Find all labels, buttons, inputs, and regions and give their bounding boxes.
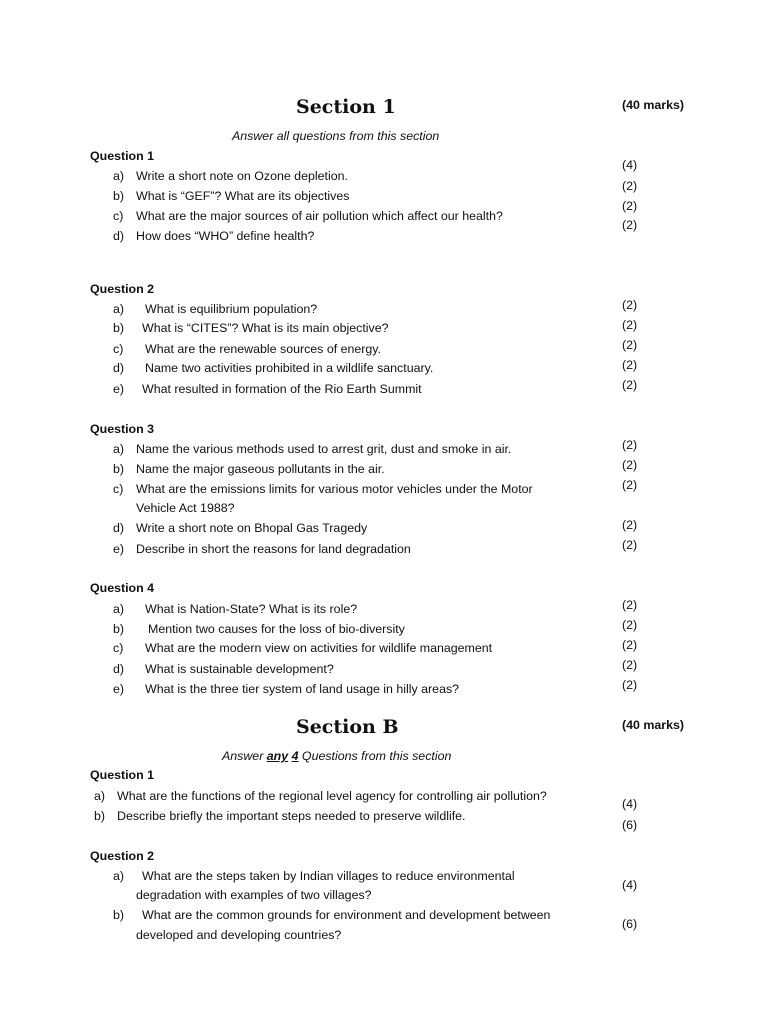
s1-question-1-heading: Question 1 [90,149,155,163]
item-label: a) [113,302,125,316]
sb-question-2-heading: Question 2 [90,849,155,863]
item-text: Name the major gaseous pollutants in the air. [136,462,385,476]
item-mark: (2) [622,378,638,392]
item-label: a) [113,169,125,183]
item-label: e) [113,542,125,556]
item-text: What is Nation-State? What is its role? [145,602,358,616]
item-text: What resulted in formation of the Rio Earth Summit [142,382,422,396]
item-text: Name the various methods used to arrest grit, dust and smoke in air. [136,442,512,456]
item-mark: (6) [622,818,638,832]
section-1-marks: (40 marks) [622,98,684,112]
item-text-line2: developed and developing countries? [136,928,342,942]
item-mark: (2) [622,538,638,552]
item-mark: (2) [622,179,638,193]
section-b-instruction [222,749,451,763]
item-text: What is “GEF”? What are its objectives [136,189,350,203]
instruction-any: any [266,749,289,763]
section-b-title: Section B [296,716,399,738]
item-text: Describe briefly the important steps needed to preserve wildlife. [117,809,466,823]
item-mark: (2) [622,438,638,452]
instruction-text-end: Questions from this section [298,749,452,763]
item-text: What are the functions of the regional level agency for controlling air pollution? [117,789,547,803]
item-text: What are the steps taken by Indian villages to reduce environmental [142,869,515,883]
item-label: a) [94,789,106,803]
section-1-instruction: Answer all questions from this section [232,129,440,143]
item-label: e) [113,382,125,396]
item-text: Name two activities prohibited in a wildlife sanctuary. [145,361,434,375]
item-label: c) [113,641,124,655]
item-label: b) [94,809,106,823]
item-label: c) [113,209,124,223]
item-label: d) [113,662,125,676]
item-text: What are the renewable sources of energy. [145,342,382,356]
item-text: Mention two causes for the loss of bio-diversity [148,622,405,636]
item-text: What is the three tier system of land usage in hilly areas? [145,682,460,696]
item-label: a) [113,869,125,883]
item-text: What is equilibrium population? [145,302,318,316]
item-mark: (2) [622,678,638,692]
item-text: Write a short note on Bhopal Gas Tragedy [136,521,368,535]
item-mark: (2) [622,478,638,492]
item-text: What are the major sources of air pollution which affect our health? [136,209,503,223]
section-b-marks: (40 marks) [622,718,684,732]
item-label: c) [113,342,124,356]
item-label: b) [113,189,125,203]
item-label: b) [113,321,125,335]
item-text-line2: Vehicle Act 1988? [136,501,235,515]
item-mark: (4) [622,797,638,811]
item-label: b) [113,462,125,476]
item-label: e) [113,682,125,696]
item-mark: (4) [622,158,638,172]
item-text: How does “WHO” define health? [136,229,315,243]
item-label: d) [113,361,125,375]
item-mark: (6) [622,917,638,931]
sb-question-1-heading: Question 1 [90,768,155,782]
item-mark: (2) [622,199,638,213]
item-text: What is “CITES”? What is its main objective? [142,321,389,335]
s1-question-2-heading: Question 2 [90,282,155,296]
item-text: What is sustainable development? [145,662,334,676]
item-mark: (2) [622,358,638,372]
item-label: d) [113,229,125,243]
item-mark: (2) [622,318,638,332]
item-mark: (2) [622,638,638,652]
item-text: What are the modern view on activities for wildlife management [145,641,493,655]
item-mark: (2) [622,338,638,352]
item-text: Write a short note on Ozone depletion. [136,169,348,183]
item-mark: (2) [622,518,638,532]
item-mark: (2) [622,218,638,232]
item-mark: (2) [622,598,638,612]
item-label: a) [113,442,125,456]
s1-question-3-heading: Question 3 [90,422,155,436]
item-text: What are the common grounds for environment and development between [142,908,551,922]
item-mark: (2) [622,458,638,472]
item-text-line2: degradation with examples of two villages? [136,888,372,902]
item-mark: (2) [622,298,638,312]
item-label: d) [113,521,125,535]
item-mark: (2) [622,618,638,632]
instruction-number: 4 [291,749,299,763]
item-label: b) [113,622,125,636]
item-text: What are the emissions limits for various motor vehicles under the Motor [136,482,533,496]
item-label: c) [113,482,124,496]
section-1-title: Section 1 [296,96,396,118]
item-text: Describe in short the reasons for land degradation [136,542,411,556]
instruction-text: Answer [222,749,267,763]
s1-question-4-heading: Question 4 [90,581,155,595]
item-mark: (4) [622,878,638,892]
item-label: a) [113,602,125,616]
item-label: b) [113,908,125,922]
item-mark: (2) [622,658,638,672]
